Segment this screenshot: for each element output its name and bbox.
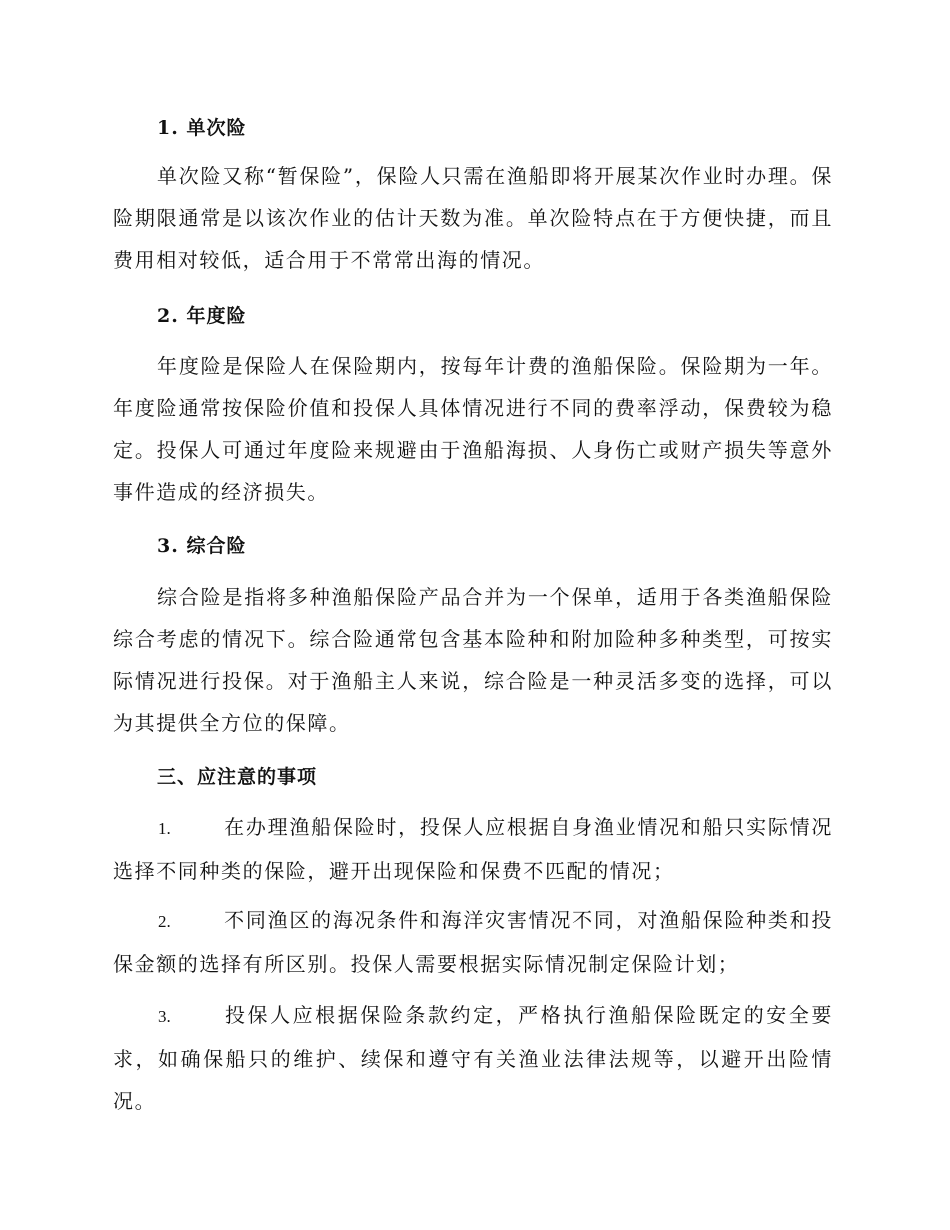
list-item-text: 不同渔区的海况条件和海洋灾害情况不同，对渔船保险种类和投保金额的选择有所区别。投保人需要根据实际情况制定保险计划； (113, 908, 833, 976)
section-heading-annual: 2. 年度险 (157, 305, 247, 327)
notes-list-item (113, 994, 833, 1122)
list-item-text: 在办理渔船保险时，投保人应根据自身渔业情况和船只实际情况选择不同种类的保险，避开出现保险和保费不匹配的情况； (113, 815, 833, 883)
section-heading-comprehensive: 3. 综合险 (157, 535, 247, 557)
section-heading-notes: 三、应注意的事项 (157, 766, 318, 788)
list-item-number: 2. (158, 912, 171, 931)
section-paragraph-comprehensive: 综合险是指将多种渔船保险产品合并为一个保单，适用于各类渔船保险综合考虑的情况下。综合险通常包含基本险种和附加险种多种类型，可按实际情况进行投保。对于渔船主人来说，综合险是一种灵活多变的选择，可以为其提供全方位的保障。 (113, 585, 833, 735)
notes-list-item (113, 899, 833, 985)
section-paragraph-annual: 年度险是保险人在保险期内，按每年计费的渔船保险。保险期为一年。年度险通常按保险价值和投保人具体情况进行不同的费率浮动，保费较为稳定。投保人可通过年度险来规避由于渔船海损、人身伤亡或财产损失等意外事件造成的经济损失。 (113, 354, 833, 504)
notes-list-item (113, 806, 833, 892)
section-paragraph-single-voyage: 单次险又称“暂保险”，保险人只需在渔船即将开展某次作业时办理。保险期限通常是以该次作业的估计天数为准。单次险特点在于方便快捷，而且费用相对较低，适合用于不常常出海的情况。 (113, 164, 833, 272)
list-item-text: 投保人应根据保险条款约定，严格执行渔船保险既定的安全要求，如确保船只的维护、续保和遵守有关渔业法律法规等，以避开出险情况。 (113, 1003, 833, 1113)
list-item-number: 3. (158, 1007, 171, 1026)
section-heading-single-voyage: 1. 单次险 (157, 117, 247, 139)
list-item-number: 1. (158, 819, 171, 838)
